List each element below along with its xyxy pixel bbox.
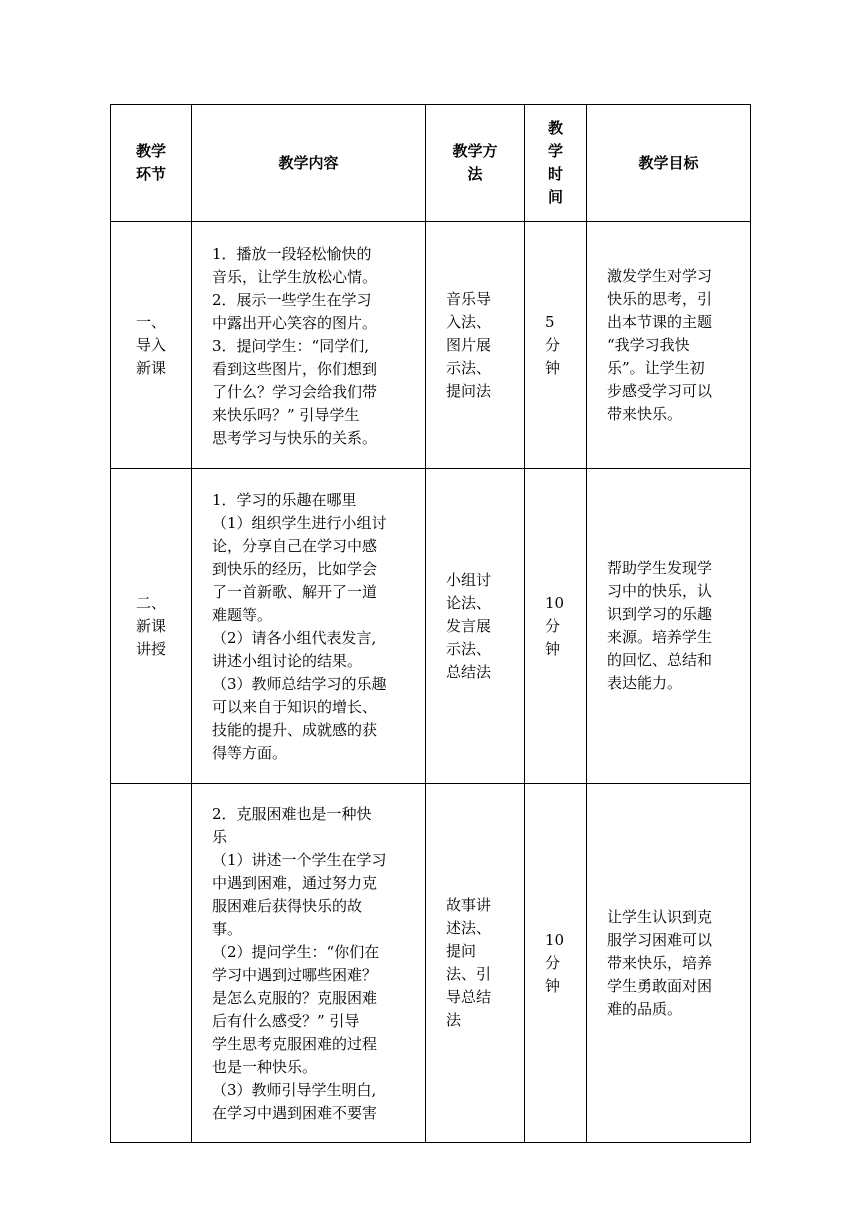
header-content: 教学内容 [192,105,426,222]
method-cell: 小组讨 论法、 发言展 示法、 总结法 [426,469,525,784]
time-cell: 5 分 钟 [525,222,587,469]
method-cell: 故事讲 述法、 提问 法、引 导总结 法 [426,784,525,1143]
goal-cell: 让学生认识到克 服学习困难可以 带来快乐，培养 学生勇敢面对困 难的品质。 [587,784,751,1143]
header-stage: 教学 环节 [111,105,192,222]
stage-cell [111,784,192,1143]
content-cell: 1．播放一段轻松愉快的 音乐，让学生放松心情。 2．展示一些学生在学习 中露出开心笑容的图片。 3．提问学生：“同学们, 看到这些图片，你们想到 了什么？学习会给我们带 来快乐吗？” 引导学生 思考学习与快乐的关系。 [192,222,426,469]
goal-cell: 激发学生对学习 快乐的思考，引 出本节课的主题 “我学习我快 乐”。让学生初 步感受学习可以 带来快乐。 [587,222,751,469]
header-time: 教 学 时 间 [525,105,587,222]
table-row [111,469,751,784]
table-header-row [111,105,751,222]
table-row [111,222,751,469]
goal-cell: 帮助学生发现学 习中的快乐，认 识到学习的乐趣 来源。培养学生 的回忆、总结和 表达能力。 [587,469,751,784]
content-cell: 1．学习的乐趣在哪里 （1）组织学生进行小组讨 论，分享自己在学习中感 到快乐的经历，比如学会 了一首新歌、解开了一道 难题等。 （2）请各小组代表发言, 讲述小组讨论的结果。 （3）教师总结学习的乐趣 可以来自于知识的增长、 技能的提升、成就感的获 得等方面。 [192,469,426,784]
content-cell: 2．克服困难也是一种快 乐 （1）讲述一个学生在学习 中遇到困难，通过努力克 服困难后获得快乐的故 事。 （2）提问学生：“你们在 学习中遇到过哪些困难？ 是怎么克服的？克服困难 后有什么感受？” 引导 学生思考克服困难的过程 也是一种快乐。 （3）教师引导学生明白, 在学习中遇到困难不要害 [192,784,426,1143]
header-method: 教学方 法 [426,105,525,222]
time-cell: 10 分 钟 [525,469,587,784]
header-goal: 教学目标 [587,105,751,222]
stage-cell: 二、 新课 讲授 [111,469,192,784]
table-row [111,784,751,1143]
time-cell: 10 分 钟 [525,784,587,1143]
lesson-plan-table [110,104,751,1143]
method-cell: 音乐导 入法、 图片展 示法、 提问法 [426,222,525,469]
stage-cell: 一、 导入 新课 [111,222,192,469]
